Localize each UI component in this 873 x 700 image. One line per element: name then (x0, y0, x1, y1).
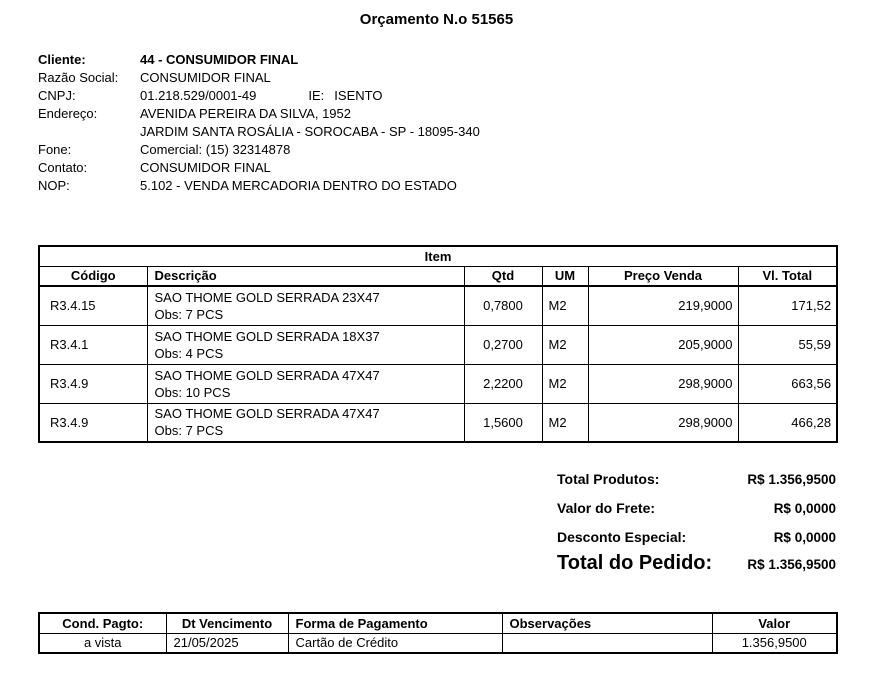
item-desc-obs: Obs: 4 PCS (154, 345, 224, 361)
item-row (39, 364, 837, 403)
payment-forma-pagamento: Cartão de Crédito (288, 633, 502, 653)
client-label-nop: NOP: (38, 178, 70, 193)
col-header-codigo: Código (39, 266, 147, 286)
valor-frete-value: R$ 0,0000 (773, 501, 836, 516)
payment-valor: 1.356,9500 (712, 633, 837, 653)
valor-frete-label: Valor do Frete: (557, 500, 656, 516)
desconto-especial-row (557, 529, 836, 546)
item-vl-total: 55,59 (738, 325, 837, 364)
item-codigo: R3.4.9 (39, 364, 147, 403)
col-header-qtd: Qtd (464, 266, 542, 286)
client-value-cnpj: 01.218.529/0001-49 (140, 88, 257, 103)
total-pedido-value: R$ 1.356,9500 (747, 557, 836, 572)
item-preco-venda: 298,9000 (588, 403, 738, 442)
client-value-contato: CONSUMIDOR FINAL (140, 160, 271, 175)
payment-header-forma-pagamento: Forma de Pagamento (288, 613, 502, 633)
item-um: M2 (542, 325, 588, 364)
item-qtd: 1,5600 (464, 403, 542, 442)
item-desc-obs: Obs: 7 PCS (154, 306, 224, 322)
item-descricao (147, 364, 464, 403)
client-row-razao-social (38, 69, 480, 87)
payment-header-row (39, 613, 837, 633)
item-descricao (147, 286, 464, 325)
item-qtd: 0,2700 (464, 325, 542, 364)
client-value-razao-social: CONSUMIDOR FINAL (140, 70, 271, 85)
client-row-endereco-2 (38, 123, 480, 141)
item-descricao (147, 325, 464, 364)
item-vl-total: 466,28 (738, 403, 837, 442)
valor-frete-row (557, 500, 836, 517)
item-codigo: R3.4.9 (39, 403, 147, 442)
payment-observacoes (502, 633, 712, 653)
client-row-endereco (38, 105, 480, 123)
item-um: M2 (542, 403, 588, 442)
client-value-cliente: 44 - CONSUMIDOR FINAL (140, 52, 299, 67)
item-desc-name: SAO THOME GOLD SERRADA 47X47 (154, 406, 380, 422)
client-label-endereco: Endereço: (38, 106, 98, 121)
total-produtos-value: R$ 1.356,9500 (747, 472, 836, 487)
desconto-especial-label: Desconto Especial: (557, 529, 687, 545)
items-table-header-row (39, 266, 837, 286)
item-um: M2 (542, 364, 588, 403)
payment-header-cond-pagto: Cond. Pagto: (39, 613, 166, 633)
client-row-nop (38, 177, 480, 195)
client-row-cnpj (38, 87, 480, 105)
client-label-contato: Contato: (38, 160, 88, 175)
total-produtos-row (557, 471, 836, 488)
client-value-endereco: AVENIDA PEREIRA DA SILVA, 1952 (140, 106, 351, 121)
payment-header-dt-vencimento: Dt Vencimento (166, 613, 288, 633)
item-desc-name: SAO THOME GOLD SERRADA 23X47 (154, 289, 380, 305)
item-row (39, 286, 837, 325)
item-qtd: 2,2200 (464, 364, 542, 403)
col-header-preco-venda: Preço Venda (588, 266, 738, 286)
item-preco-venda: 298,9000 (588, 364, 738, 403)
item-row (39, 403, 837, 442)
item-codigo: R3.4.15 (39, 286, 147, 325)
desconto-especial-value: R$ 0,0000 (773, 530, 836, 545)
total-pedido-row (557, 552, 836, 574)
payment-dt-vencimento: 21/05/2025 (166, 633, 288, 653)
client-value-ie: ISENTO (334, 88, 383, 103)
client-label-endereco-2 (38, 123, 140, 141)
item-row (39, 325, 837, 364)
client-label-ie: IE: (308, 88, 325, 103)
client-row-cliente (38, 51, 480, 69)
client-row-fone (38, 141, 480, 159)
total-pedido-label: Total do Pedido: (557, 552, 713, 574)
client-info (38, 51, 480, 195)
item-codigo: R3.4.1 (39, 325, 147, 364)
client-label-cliente: Cliente: (38, 52, 86, 67)
item-qtd: 0,7800 (464, 286, 542, 325)
totals-section (557, 471, 836, 573)
client-label-cnpj: CNPJ: (38, 88, 76, 103)
item-vl-total: 663,56 (738, 364, 837, 403)
items-table-title-row (39, 246, 837, 266)
items-table (38, 245, 838, 443)
client-row-contato (38, 159, 480, 177)
item-preco-venda: 219,9000 (588, 286, 738, 325)
payment-table (38, 612, 838, 654)
payment-header-observacoes: Observações (502, 613, 712, 633)
item-desc-name: SAO THOME GOLD SERRADA 18X37 (154, 328, 380, 344)
client-value-nop: 5.102 - VENDA MERCADORIA DENTRO DO ESTADO (140, 178, 457, 193)
item-preco-venda: 205,9000 (588, 325, 738, 364)
item-desc-obs: Obs: 7 PCS (154, 423, 224, 439)
item-desc-name: SAO THOME GOLD SERRADA 47X47 (154, 367, 380, 383)
item-vl-total: 171,52 (738, 286, 837, 325)
col-header-um: UM (542, 266, 588, 286)
client-value-endereco-2: JARDIM SANTA ROSÁLIA - SOROCABA - SP - 18095-340 (140, 124, 480, 139)
col-header-descricao: Descrição (147, 266, 464, 286)
total-produtos-label: Total Produtos: (557, 471, 660, 487)
payment-row (39, 633, 837, 653)
col-header-vl-total: Vl. Total (738, 266, 837, 286)
item-desc-obs: Obs: 10 PCS (154, 384, 231, 400)
items-table-title: Item (39, 246, 837, 266)
client-label-fone: Fone: (38, 142, 72, 157)
client-label-razao-social: Razão Social: (38, 70, 119, 85)
client-value-fone: Comercial: (15) 32314878 (140, 142, 291, 157)
item-descricao (147, 403, 464, 442)
page-title: Orçamento N.o 51565 (359, 11, 514, 28)
item-um: M2 (542, 286, 588, 325)
payment-cond-pagto: a vista (39, 633, 166, 653)
payment-header-valor: Valor (712, 613, 837, 633)
